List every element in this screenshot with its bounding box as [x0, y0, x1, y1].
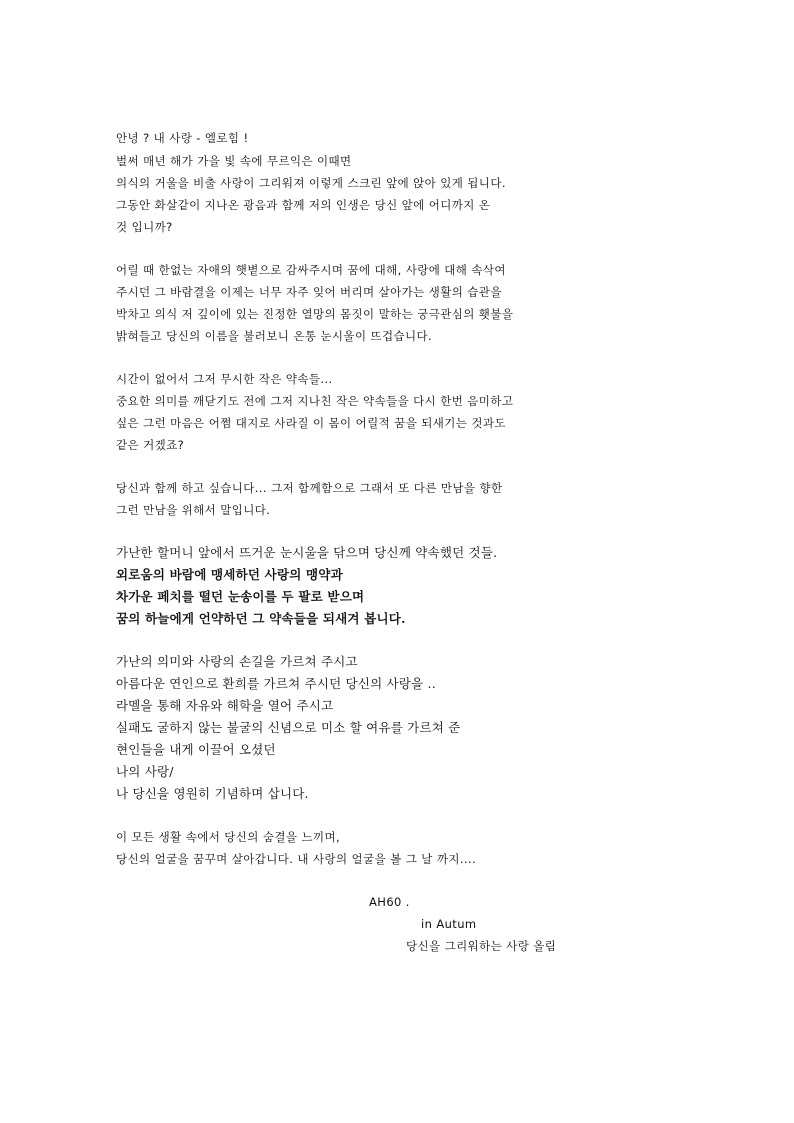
letter-line: 이 모든 생활 속에서 당신의 숨결을 느끼며,: [116, 830, 341, 844]
script-line-bold: 꿈의 하늘에게 언약하던 그 약속들을 되새겨 봅니다.: [116, 611, 406, 626]
signature-initials: AH60 .: [369, 895, 410, 909]
script-line: 나 당신을 영원히 기념하며 삽니다.: [116, 786, 309, 801]
letter-line: 중요한 의미를 깨닫기도 전에 그저 지나친 작은 약속들을 다시 한번 음미하고: [116, 394, 514, 408]
greeting-line: 안녕 ? 내 사랑 - 엘로힘 !: [116, 131, 249, 145]
letter-line: 박차고 의식 저 깊이에 있는 진정한 열망의 몸짓이 말하는 궁극관심의 횃불을: [116, 307, 514, 321]
letter-line: 어릴 때 한없는 자애의 햇볕으로 감싸주시며 꿈에 대해, 사랑에 대해 속삭여: [116, 263, 506, 277]
script-line-bold: 외로움의 바람에 맹세하던 사랑의 맹약과: [116, 567, 343, 582]
letter-line: 밝혀들고 당신의 이름을 불러보니 온통 눈시울이 뜨겁습니다.: [116, 329, 433, 343]
script-line: 라멜을 통해 자유와 해학을 열어 주시고: [116, 698, 334, 713]
letter-line: 그런 만남을 위해서 말입니다.: [116, 503, 271, 517]
letter-line: 같은 거겠죠?: [116, 438, 185, 452]
letter-line: 시간이 없어서 그저 무시한 작은 약속들...: [116, 372, 333, 386]
letter-line: 것 입니까?: [116, 220, 173, 234]
script-line: 가난의 의미와 사랑의 손길을 가르쳐 주시고: [116, 654, 358, 669]
letter-line: 주시던 그 바람결을 이제는 너무 자주 잊어 버리며 살아가는 생활의 습관을: [116, 285, 502, 299]
letter-line: 당신의 얼굴을 꿈꾸며 살아갑니다. 내 사랑의 얼굴을 볼 그 날 까지....: [116, 852, 477, 866]
script-line: 가난한 할머니 앞에서 뜨거운 눈시울을 닦으며 당신께 약속했던 것들.: [116, 545, 498, 560]
signature-closing: 당신을 그리워하는 사랑 올림: [406, 939, 557, 953]
letter-line: 싶은 그런 마음은 어쩜 대지로 사라질 이 몸이 어릴적 꿈을 되새기는 것과도: [116, 416, 506, 430]
letter-line: 벌써 매년 해가 가을 빛 속에 무르익은 이때면: [116, 154, 352, 168]
script-line: 실패도 굴하지 않는 불굴의 신념으로 미소 할 여유를 가르쳐 준: [116, 720, 461, 735]
script-line-bold: 차가운 페치를 떨던 눈송이를 두 팔로 받으며: [116, 589, 365, 604]
letter-line: 그동안 화살같이 지나온 광음과 함께 저의 인생은 당신 앞에 어디까지 온: [116, 198, 491, 212]
script-line: 현인들을 내게 이끌어 오셨던: [116, 742, 276, 757]
script-line: 아름다운 연인으로 환희를 가르쳐 주시던 당신의 사랑을 ..: [116, 676, 436, 691]
signature-season: in Autum: [421, 917, 477, 931]
letter-line: 당신과 함께 하고 싶습니다... 그저 함께함으로 그래서 또 다른 만남을 향한: [116, 481, 503, 495]
script-line: 나의 사랑/: [116, 764, 174, 779]
letter-line: 의식의 거울을 비출 사랑이 그리워져 이렇게 스크린 앞에 앉아 있게 됩니다.: [116, 176, 506, 190]
